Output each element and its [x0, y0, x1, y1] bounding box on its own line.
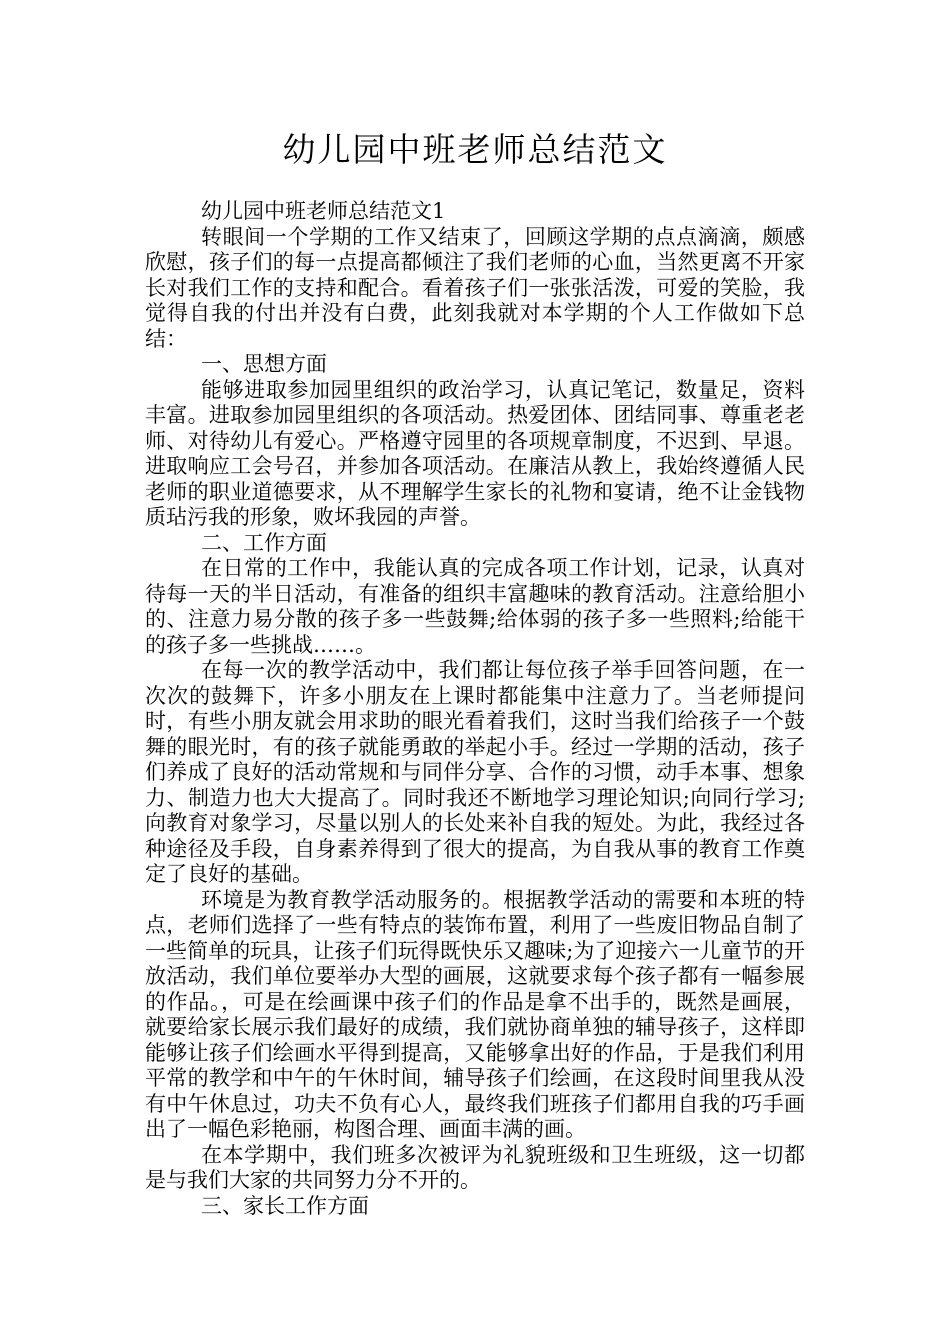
work-paragraph-1: 在日常的工作中，我能认真的完成各项工作计划，记录，认真对待每一天的半日活动，有准备的组织丰富趣味的教育活动。注意给胆小的、注意力易分散的孩子多一些鼓舞;给体弱的孩子多一些照料;给能干的孩子多一些挑战……。	[145, 556, 805, 657]
work-paragraph-4: 在本学期中，我们班多次被评为礼貌班级和卫生班级，这一切都是与我们大家的共同努力分不开的。	[145, 1142, 805, 1192]
heading-thought: 一、思想方面	[201, 352, 327, 376]
heading-work: 二、工作方面	[201, 530, 327, 555]
intro-paragraph: 转眼间一个学期的工作又结束了，回顾这学期的点点滴滴，颇感欣慰，孩子们的每一点提高都倾注了我们老师的心血，当然更离不开家长对我们工作的支持和配合。看着孩子们一张张活泼，可爱的笑脸，我觉得自我的付出并没有白费，此刻我就对本学期的个人工作做如下总结：	[145, 224, 805, 351]
heading-parents: 三、家长工作方面	[201, 1193, 369, 1218]
work-paragraph-2: 在每一次的教学活动中，我们都让每位孩子举手回答问题，在一次次的鼓舞下，许多小朋友在上课时都能集中注意力了。当老师提问时，有些小朋友就会用求助的眼光看着我们，这时当我们给孩子一个鼓舞的眼光时，有的孩子就能勇敢的举起小手。经过一学期的活动，孩子们养成了良好的活动常规和与同伴分享、合作的习惯，动手本事、想象力、制造力也大大提高了。同时我还不断地学习理论知识;向同行学习;向教育对象学习，尽量以别人的长处来补自我的短处。为此，我经过各种途径及手段，自身素养得到了很大的提高，为自我从事的教育工作奠定了良好的基础。	[145, 658, 805, 886]
document-body	[145, 199, 805, 1219]
thought-paragraph: 能够进取参加园里组织的政治学习，认真记笔记，数量足，资料丰富。进取参加园里组织的各项活动。热爱团体、团结同事、尊重老老师、对待幼儿有爱心。严格遵守园里的各项规章制度，不迟到、早退。进取响应工会号召，并参加各项活动。在廉洁从教上，我始终遵循人民老师的职业道德要求，从不理解学生家长的礼物和宴请，绝不让金钱物质玷污我的形象，败坏我园的声誉。	[145, 377, 805, 529]
work-paragraph-3: 环境是为教育教学活动服务的。根据教学活动的需要和本班的特点，老师们选择了一些有特点的装饰布置，利用了一些废旧物品自制了一些简单的玩具，让孩子们玩得既快乐又趣味;为了迎接六一儿童节的开放活动，我们单位要举办大型的画展，这就要求每个孩子都有一幅参展的作品。，可是在绘画课中孩子们的作品是拿不出手的，既然是画展，就要给家长展示我们最好的成绩，我们就协商单独的辅导孩子，这样即能够让孩子们绘画水平得到提高，又能够拿出好的作品，于是我们利用平常的教学和中午的午休时间，辅导孩子们绘画，在这段时间里我从没有中午休息过，功夫不负有心人，最终我们班孩子们都用自我的巧手画出了一幅色彩艳丽，构图合理、画面丰满的画。	[145, 887, 805, 1141]
document-title: 幼儿园中班老师总结范文	[282, 130, 668, 169]
section-subtitle: 幼儿园中班老师总结范文1	[201, 199, 446, 223]
